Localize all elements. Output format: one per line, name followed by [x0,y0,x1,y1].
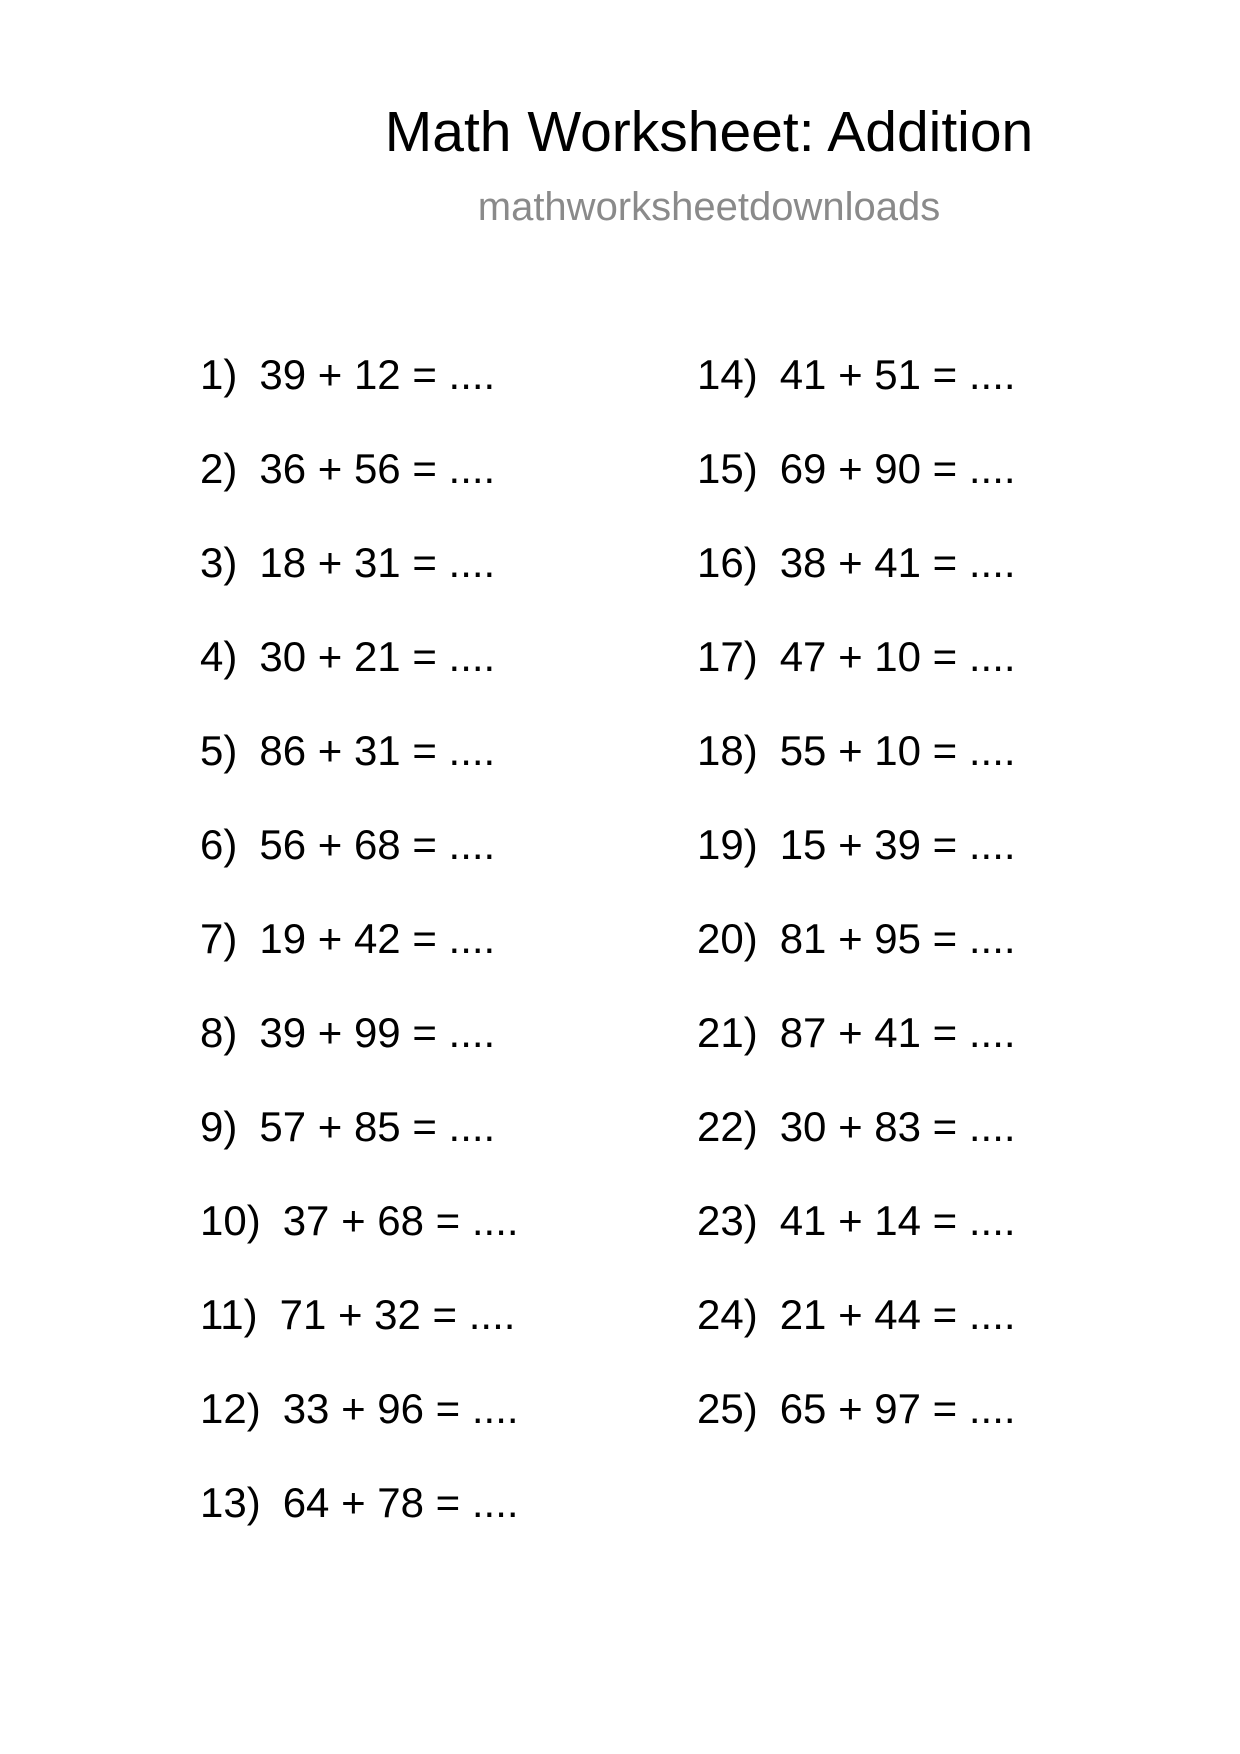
problem-expression: 47 + 10 = .... [779,633,1016,680]
problem-number: 12) [200,1385,261,1432]
worksheet-title: Math Worksheet: Addition [384,100,1034,164]
problem-expression: 39 + 12 = .... [259,351,496,398]
problem-number: 2) [200,445,238,492]
problem-21 [697,1006,1016,1060]
problem-number: 21) [697,1009,758,1056]
problem-expression: 65 + 97 = .... [779,1385,1016,1432]
problem-number: 10) [200,1197,261,1244]
problem-number: 9) [200,1103,238,1150]
problem-expression: 37 + 68 = .... [282,1197,519,1244]
problem-expression: 33 + 96 = .... [282,1385,519,1432]
problem-13 [200,1476,519,1530]
problem-6 [200,818,495,872]
problem-number: 4) [200,633,238,680]
problem-number: 8) [200,1009,238,1056]
problem-expression: 71 + 32 = .... [279,1291,516,1338]
problem-expression: 64 + 78 = .... [282,1479,519,1526]
problem-expression: 30 + 21 = .... [259,633,496,680]
problem-expression: 30 + 83 = .... [779,1103,1016,1150]
problem-number: 25) [697,1385,758,1432]
problem-expression: 39 + 99 = .... [259,1009,496,1056]
problem-number: 6) [200,821,238,868]
problem-number: 3) [200,539,238,586]
problem-3 [200,536,495,590]
problem-19 [697,818,1016,872]
problem-expression: 69 + 90 = .... [779,445,1016,492]
problem-expression: 15 + 39 = .... [779,821,1016,868]
problem-17 [697,630,1016,684]
problem-expression: 36 + 56 = .... [259,445,496,492]
problem-expression: 41 + 14 = .... [779,1197,1016,1244]
problem-16 [697,536,1016,590]
problem-number: 24) [697,1291,758,1338]
problem-7 [200,912,495,966]
problem-10 [200,1194,519,1248]
problem-number: 1) [200,351,238,398]
problem-expression: 55 + 10 = .... [779,727,1016,774]
problem-number: 18) [697,727,758,774]
problem-expression: 38 + 41 = .... [779,539,1016,586]
problem-8 [200,1006,495,1060]
problem-22 [697,1100,1016,1154]
problem-4 [200,630,495,684]
problem-expression: 21 + 44 = .... [779,1291,1016,1338]
problem-number: 14) [697,351,758,398]
problem-number: 11) [200,1291,258,1338]
problem-number: 15) [697,445,758,492]
problem-expression: 56 + 68 = .... [259,821,496,868]
problem-2 [200,442,495,496]
problem-20 [697,912,1016,966]
problem-number: 19) [697,821,758,868]
problem-number: 7) [200,915,238,962]
problem-25 [697,1382,1016,1436]
problem-number: 22) [697,1103,758,1150]
problem-14 [697,348,1016,402]
problem-number: 20) [697,915,758,962]
problem-number: 23) [697,1197,758,1244]
problem-number: 16) [697,539,758,586]
problem-expression: 18 + 31 = .... [259,539,496,586]
problem-18 [697,724,1016,778]
worksheet-subtitle: mathworksheetdownloads [477,185,941,229]
problem-number: 13) [200,1479,261,1526]
problem-number: 5) [200,727,238,774]
problem-expression: 57 + 85 = .... [259,1103,496,1150]
problem-expression: 81 + 95 = .... [779,915,1016,962]
problem-12 [200,1382,519,1436]
problem-expression: 86 + 31 = .... [259,727,496,774]
problem-5 [200,724,495,778]
problem-9 [200,1100,495,1154]
problem-11 [200,1288,515,1342]
problem-number: 17) [697,633,758,680]
problem-expression: 19 + 42 = .... [259,915,496,962]
problem-expression: 87 + 41 = .... [779,1009,1016,1056]
problem-1 [200,348,495,402]
problem-24 [697,1288,1016,1342]
problem-15 [697,442,1016,496]
problem-expression: 41 + 51 = .... [779,351,1016,398]
problem-23 [697,1194,1016,1248]
